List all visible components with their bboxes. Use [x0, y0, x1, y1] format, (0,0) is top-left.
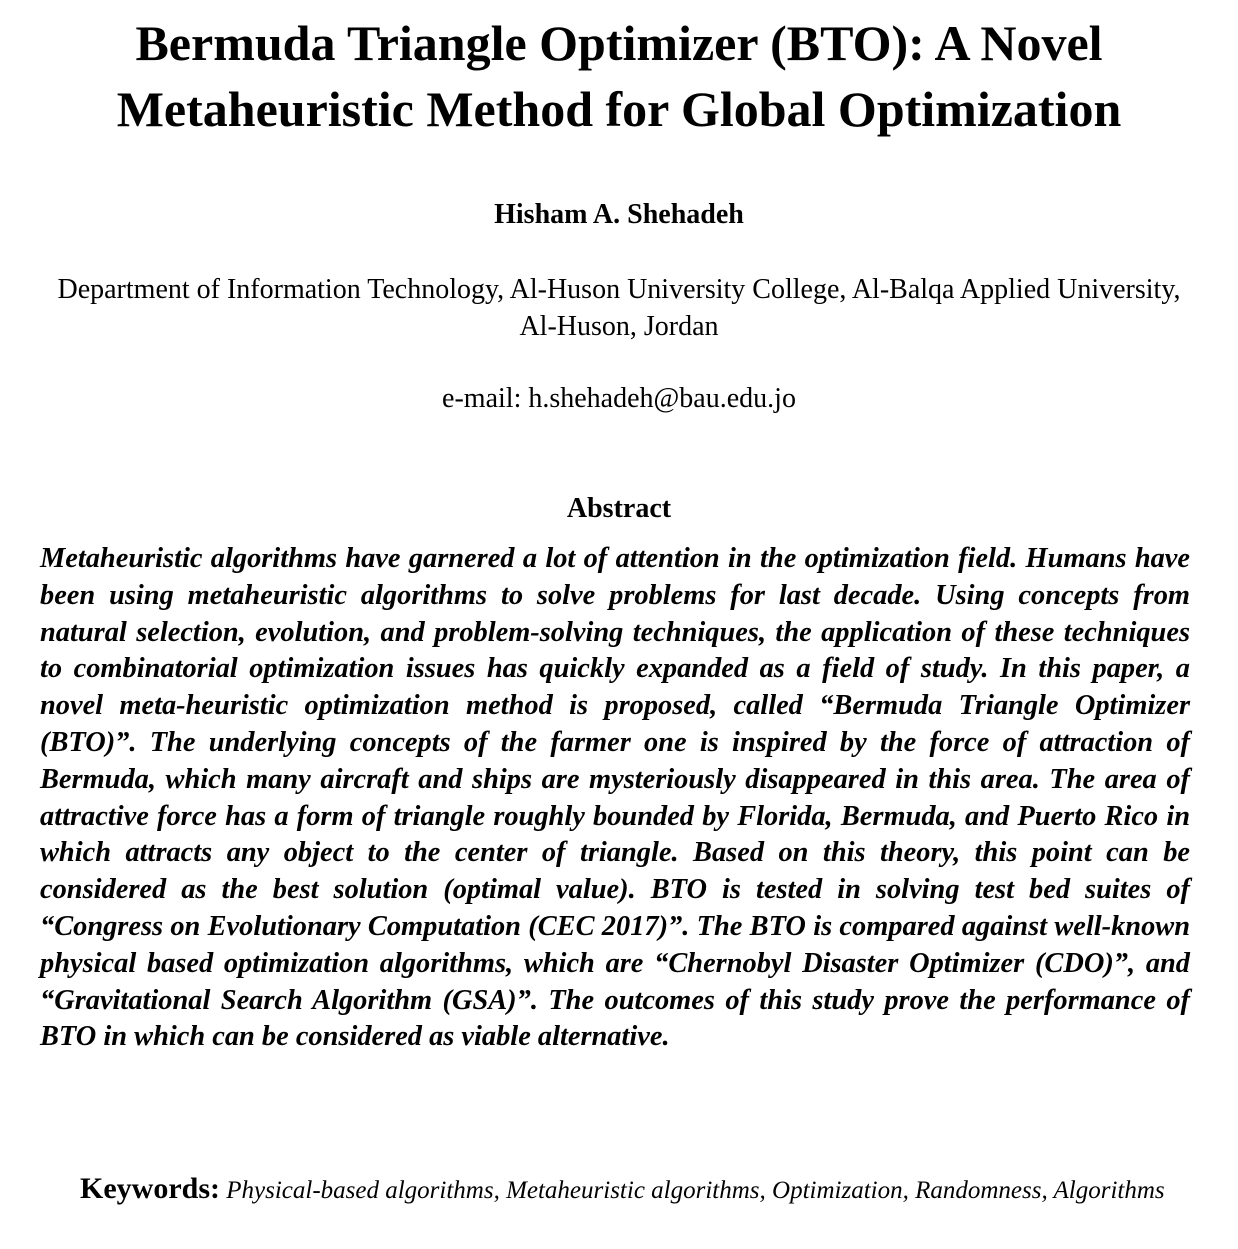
abstract-body: Metaheuristic algorithms have garnered a lot of attention in the optimization field. Humans have been using metaheuristic algorithms to solve problems for last decade. Using concepts from natural selection, evolution, and problem-solving techniques, the application of these techniques to combinatorial optimization issues has quickly expanded as a field of study. In this paper, a novel meta-heuristic optimization method is proposed, called “Bermuda Triangle Optimizer (BTO)”. The underlying concepts of the farmer one is inspired by the force of attraction of Bermuda, which many aircraft and ships are mysteriously disappeared in this area. The area of attractive force has a form of triangle roughly bounded by Florida, Bermuda, and Puerto Rico in which attracts any object to the center of triangle. Based on this theory, this point can be considered as the best solution (optimal value). BTO is tested in solving test bed suites of “Congress on Evolutionary Computation (CEC 2017)”. The BTO is compared against well-known physical based optimization algorithms, which are “Chernobyl Disaster Optimizer (CDO)”, and “Gravitational Search Algorithm (GSA)”. The outcomes of this study prove the performance of BTO in which can be considered as viable alternative.: [40, 543, 1190, 1053]
keywords-list: Physical-based algorithms, Metaheuristic algorithms, Optimization, Randomness, Algorithms: [226, 1177, 1165, 1204]
paper-title: Bermuda Triangle Optimizer (BTO): A Novel Metaheuristic Method for Global Optimization: [116, 15, 1122, 137]
author-affiliation: Department of Information Technology, Al-Huson University College, Al-Balqa Applied University, Al-Huson, Jordan: [57, 274, 1181, 342]
author-name: Hisham A. Shehadeh: [494, 199, 744, 230]
abstract-heading: Abstract: [566, 493, 672, 524]
author-email: e-mail: h.shehadeh@bau.edu.jo: [442, 383, 796, 414]
keywords-section: [40, 1172, 1190, 1208]
keywords-label: Keywords:: [80, 1172, 220, 1205]
